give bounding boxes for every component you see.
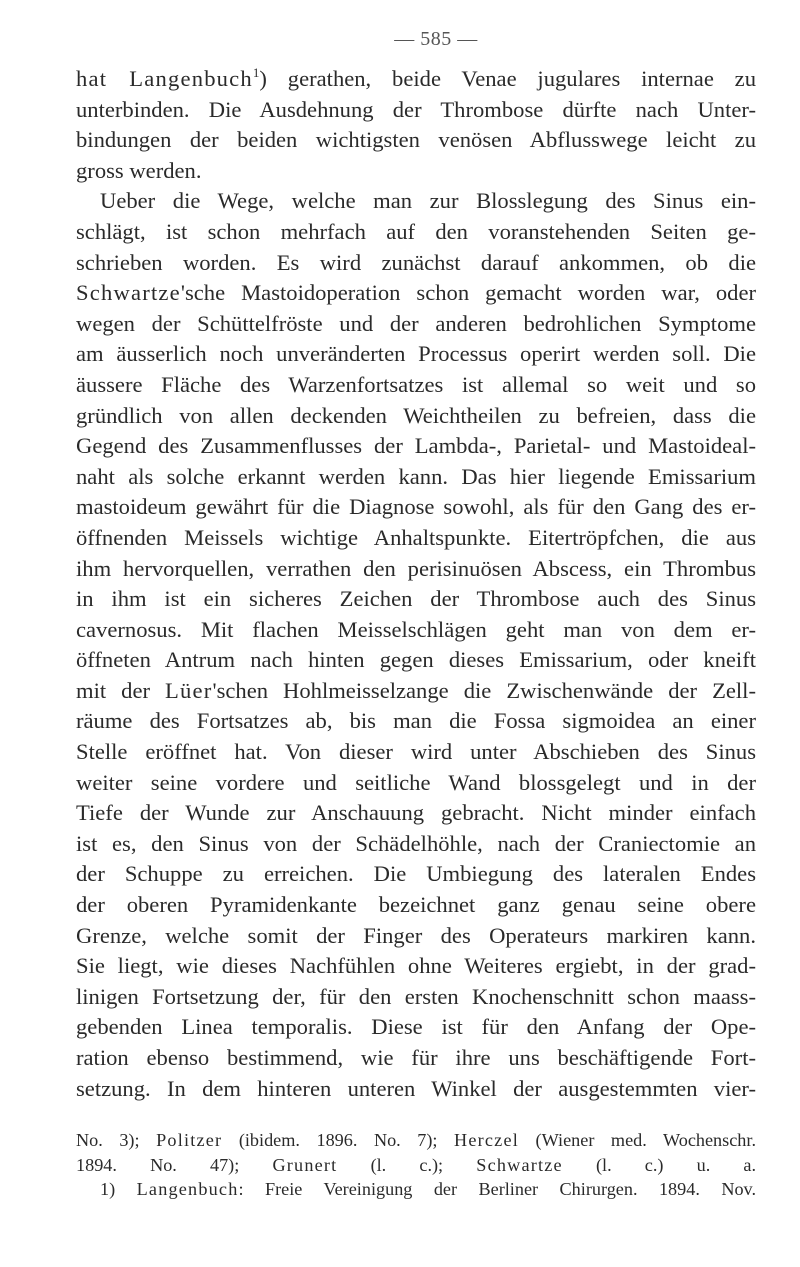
footnote-text: (Wiener med. Wochenschr. xyxy=(518,1130,756,1151)
body-text: setzung. In dem hinteren unteren Winkel der ausgestemmten vier- xyxy=(76,1075,756,1101)
body-line xyxy=(76,829,756,860)
body-text: öffneten Antrum nach hinten gegen dieses Emissarium, oder kneift xyxy=(76,647,756,673)
body-text: naht als solche erkannt werden kann. Das hier liegende Emissarium xyxy=(76,463,756,489)
body-text: gründlich von allen deckenden Weichtheilen zu befreien, dass die xyxy=(76,402,756,428)
footnote-text: Langenbuch xyxy=(136,1179,239,1200)
body-text: ) gerathen, beide Venae jugulares internae zu xyxy=(259,66,756,91)
body-text: unterbinden. Die Ausdehnung der Thrombose dürfte nach Unter- xyxy=(76,96,756,122)
footnote-text: (l. c.); xyxy=(337,1154,477,1175)
document-page xyxy=(76,24,756,1202)
body-text: ist es, den Sinus von der Schädelhöhle, nach der Craniectomie an xyxy=(76,830,756,856)
footnote-text: (l. c.) u. a. xyxy=(562,1154,757,1175)
body-text: mastoideum gewährt für die Diagnose sowohl, als für den Gang des er- xyxy=(76,494,756,520)
body-line xyxy=(76,615,756,646)
body-line xyxy=(76,1012,756,1043)
footnote-line xyxy=(76,1128,756,1153)
body-line xyxy=(76,676,756,707)
body-text: 'schen Hohlmeisselzange die Zwischenwände der Zell- xyxy=(212,677,756,703)
body-line xyxy=(76,706,756,737)
body-text: mit der xyxy=(76,677,166,703)
body-text xyxy=(76,64,756,1104)
body-line xyxy=(76,248,756,279)
body-line xyxy=(76,186,756,217)
body-line xyxy=(76,278,756,309)
footnote-text: No. 3); xyxy=(76,1130,157,1151)
footnote-text: : Freie Vereinigung der Berliner Chirurgen. 1894. Nov. xyxy=(238,1179,757,1200)
body-line xyxy=(76,156,756,187)
body-text: ihm hervorquellen, verrathen den perisinuösen Abscess, ein Thrombus xyxy=(76,555,756,581)
body-line xyxy=(76,95,756,126)
body-text: ration ebenso bestimmend, wie für ihre uns beschäftigende Fort- xyxy=(76,1045,756,1070)
body-line xyxy=(76,951,756,982)
body-line xyxy=(76,890,756,921)
body-line xyxy=(76,217,756,248)
body-line xyxy=(76,309,756,340)
body-text: Schwartze xyxy=(76,280,181,306)
footnote-line xyxy=(76,1177,756,1202)
body-line xyxy=(76,401,756,432)
footnote-text: 1) xyxy=(100,1179,137,1200)
body-line xyxy=(76,462,756,493)
body-line xyxy=(76,1043,756,1074)
body-text: cavernosus. Mit flachen Meisselschlägen geht man von dem er- xyxy=(76,616,756,642)
footnote-text: (ibidem. 1896. No. 7); xyxy=(222,1130,455,1151)
body-line xyxy=(76,339,756,370)
footnote-text: Herczel xyxy=(454,1130,519,1151)
body-text: 'sche Mastoidoperation schon gemacht worden war, oder xyxy=(180,280,756,306)
body-text: gebenden Linea temporalis. Diese ist für den Anfang der Ope- xyxy=(76,1014,756,1040)
body-line xyxy=(76,584,756,615)
body-text: weiter seine vordere und seitliche Wand blossgelegt und in der xyxy=(76,769,756,795)
body-text: am äusserlich noch unveränderten Processus operirt werden soll. Die xyxy=(76,341,756,367)
body-line xyxy=(76,125,756,156)
body-line xyxy=(76,768,756,799)
body-text: hat Langenbuch xyxy=(76,66,253,91)
footnote-text: Schwartze xyxy=(476,1154,563,1175)
body-text: Sie liegt, wie dieses Nachfühlen ohne Weiteres ergiebt, in der grad- xyxy=(76,953,756,979)
body-text: räume des Fortsatzes ab, bis man die Fossa sigmoidea an einer xyxy=(76,708,756,734)
body-text: wegen der Schüttelfröste und der anderen bedrohlichen Symptome xyxy=(76,310,756,336)
body-line xyxy=(76,554,756,585)
body-line xyxy=(76,431,756,462)
body-line xyxy=(76,737,756,768)
body-line xyxy=(76,64,756,95)
body-text: der Schuppe zu erreichen. Die Umbiegung des lateralen Endes xyxy=(76,861,756,887)
body-line xyxy=(76,921,756,952)
page-number: — 585 — xyxy=(394,28,478,50)
body-text: Gegend des Zusammenflusses der Lambda-, Parietal- und Mastoideal- xyxy=(76,433,756,459)
body-line xyxy=(76,492,756,523)
footnote-text: Grunert xyxy=(272,1154,338,1175)
body-text: schlägt, ist schon mehrfach auf den voranstehenden Seiten ge- xyxy=(76,218,756,244)
footnote-text: 1894. No. 47); xyxy=(76,1154,273,1175)
body-text: gross werden. xyxy=(76,157,202,183)
body-text: in ihm ist ein sicheres Zeichen der Thrombose auch des Sinus xyxy=(76,586,756,612)
body-text: Grenze, welche somit der Finger des Operateurs markiren kann. xyxy=(76,922,756,948)
body-line xyxy=(76,523,756,554)
footnote-line xyxy=(76,1153,756,1178)
footnote-separator xyxy=(76,1104,756,1118)
body-text: 1 xyxy=(252,65,260,80)
body-text: Lüer xyxy=(165,677,213,703)
body-text: der oberen Pyramidenkante bezeichnet ganz genau seine obere xyxy=(76,892,756,918)
footnote-text: Politzer xyxy=(156,1130,223,1151)
footnotes xyxy=(76,1128,756,1202)
body-line xyxy=(76,859,756,890)
body-text: Tiefe der Wunde zur Anschauung gebracht. Nicht minder einfach xyxy=(76,800,756,826)
body-text: Stelle eröffnet hat. Von dieser wird unter Abschieben des Sinus xyxy=(76,739,756,765)
body-text: linigen Fortsetzung der, für den ersten Knochenschnitt schon maass- xyxy=(76,983,756,1009)
body-text: Ueber die Wege, welche man zur Blosslegung des Sinus ein- xyxy=(100,188,756,214)
body-line xyxy=(76,370,756,401)
body-line xyxy=(76,798,756,829)
body-text: öffnenden Meissels wichtige Anhaltspunkte. Eitertröpfchen, die aus xyxy=(76,524,756,550)
body-line xyxy=(76,982,756,1013)
body-text: bindungen der beiden wichtigsten venösen Abflusswege leicht zu xyxy=(76,127,756,153)
body-text: schrieben worden. Es wird zunächst darauf ankommen, ob die xyxy=(76,249,756,275)
body-line xyxy=(76,645,756,676)
body-line xyxy=(76,1074,756,1105)
body-text: äussere Fläche des Warzenfortsatzes ist allemal so weit und so xyxy=(76,371,756,397)
